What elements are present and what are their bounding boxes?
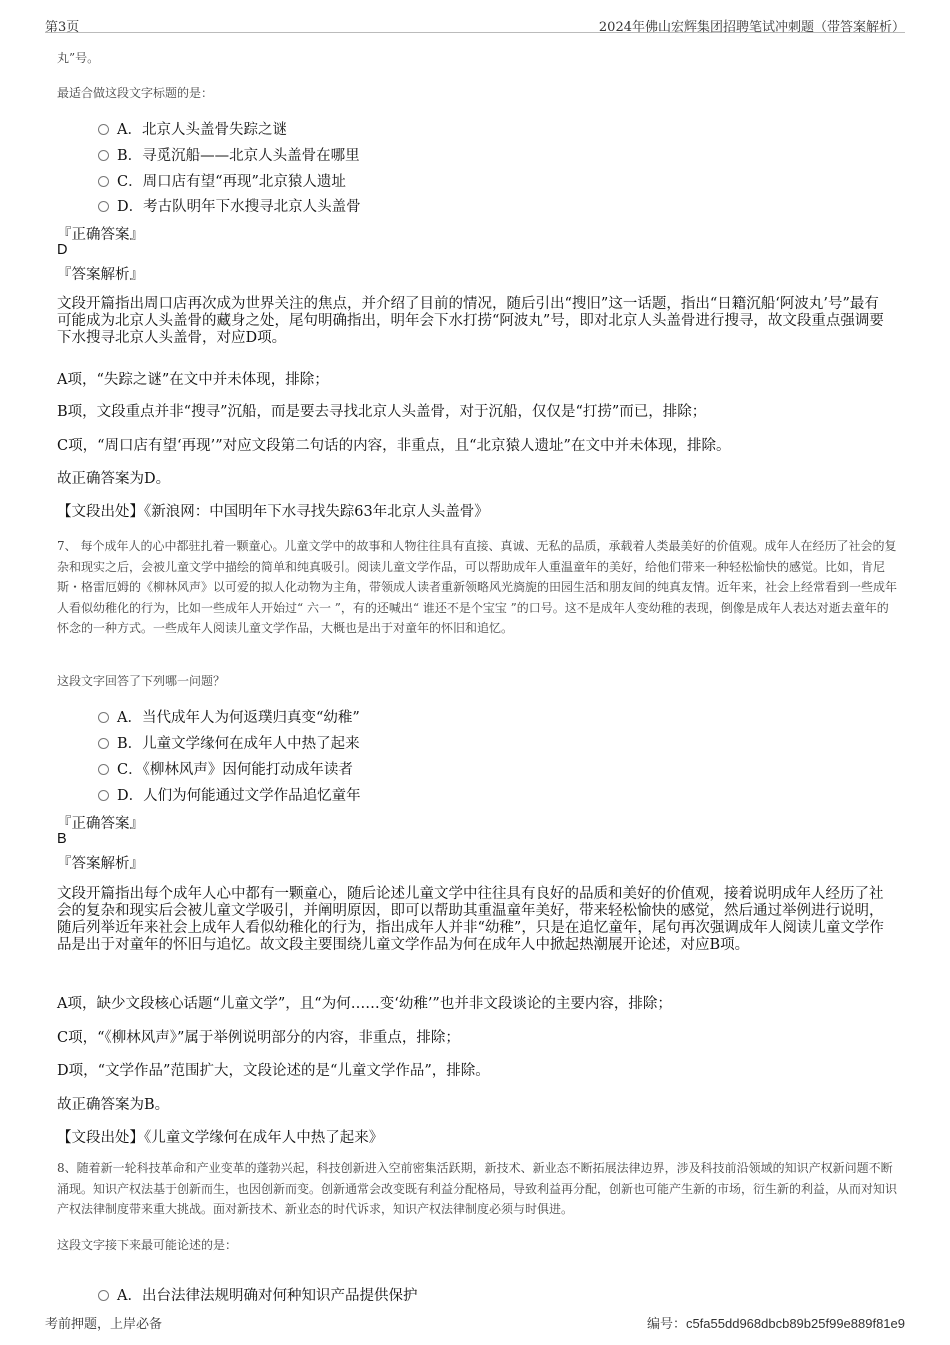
option-text: 北京人头盖骨失踪之谜 — [141, 122, 287, 138]
option-text: 周口店有望“再现”北京猿人遗址 — [142, 174, 346, 190]
q7-option-d[interactable] — [98, 784, 361, 804]
option-text: 考古队明年下水搜寻北京人头盖骨 — [143, 199, 361, 215]
option-label: C． — [117, 762, 143, 778]
option-text: 儿童文学缘何在成年人中热了起来 — [142, 736, 360, 752]
option-text: 寻觅沉船——北京人头盖骨在哪里 — [142, 148, 360, 164]
q6-analysis-title: 『答案解析』 — [57, 267, 144, 283]
option-text: 当代成年人为何返璞归真变“幼稚” — [141, 710, 360, 726]
option-label: B． — [117, 148, 143, 164]
q6-conclusion: 故正确答案为D。 — [57, 471, 171, 487]
q6-analysis-c: C项，“周口店有望‘再现’”对应文段第二句话的内容，非重点，且“北京猿人遗址”在文中并未体现，排除。 — [57, 438, 731, 454]
option-label: C． — [117, 174, 143, 190]
q7-option-c[interactable] — [98, 758, 353, 778]
q6-prompt: 最适合做这段文字标题的是： — [57, 86, 214, 100]
q7-analysis-c: C项，“《柳林风声》”属于举例说明部分的内容，非重点，排除； — [57, 1030, 460, 1046]
option-label: D． — [117, 788, 144, 804]
option-text: 人们为何能通过文学作品追忆童年 — [143, 788, 361, 804]
radio-icon[interactable] — [98, 150, 109, 161]
q7-prompt: 这段文字回答了下列哪一问题？ — [57, 674, 226, 688]
q7-analysis-title: 『答案解析』 — [57, 856, 144, 872]
q6-option-b[interactable] — [98, 144, 360, 164]
radio-icon[interactable] — [98, 176, 109, 187]
document-code — [647, 1313, 905, 1332]
q6-option-c[interactable] — [98, 170, 346, 190]
q6-answer-title: 『正确答案』 — [57, 227, 144, 243]
q7-stem: 7、 每个成年人的心中都驻扎着一颗童心。儿童文学中的故事和人物往往具有直接、真诚、无私的品质，承载着人类最美好的价值观。成年人在经历了社会的复杂和现实之后，会被儿童文学中描绘的简单和纯真吸引。阅读儿童文学作品，可以帮助成年人重温童年的美好，给他们带来一种轻松愉快的感觉。比如，肯尼斯・格雷厄姆的《柳林风声》以可爱的拟人化动物为主角，带领成人读者重新领略风光旖旎的田园生活和朋友间的纯真友情。近年来，社会上经常看到一些成年人看似幼稚化的行为，比如一些成年人开始过“ 六一 ”，有的还喊出“ 谁还不是个宝宝 ”的口号。这不是成年人变幼稚的表现，倒像是成年人表达对逝去童年的怀念的一种方式。一些成年人阅读儿童文学作品，大概也是出于对童年的怀旧和追忆。 — [57, 539, 898, 635]
radio-icon[interactable] — [98, 738, 109, 749]
radio-icon[interactable] — [98, 790, 109, 801]
option-label: A． — [117, 1288, 142, 1304]
radio-icon[interactable] — [98, 712, 109, 723]
code-label: 编号： — [646, 1317, 686, 1332]
code-value: c5fa55dd968dbcb89b25f99e889f81e9 — [685, 1316, 905, 1331]
radio-icon[interactable] — [98, 764, 109, 775]
q8-prompt: 这段文字接下来最可能论述的是： — [57, 1238, 238, 1252]
q7-option-a[interactable] — [98, 706, 360, 726]
document-title: 2024年佛山宏辉集团招聘笔试冲刺题（带答案解析） — [598, 20, 905, 35]
option-label: B． — [117, 736, 143, 752]
q7-answer: B — [57, 831, 67, 847]
q6-analysis-b: B项，文段重点并非“搜寻”沉船，而是要去寻找北京人头盖骨，对于沉船，仅仅是“打捞”而已，排除； — [57, 404, 707, 420]
option-text: 《柳林风声》因何能打动成年读者 — [142, 762, 353, 778]
q7-analysis-a: A项，缺少文段核心话题“儿童文学”，且“为何……变‘幼稚’”也并非文段谈论的主要内容，排除； — [57, 996, 672, 1012]
q6-option-a[interactable] — [98, 118, 287, 138]
q6-answer: D — [57, 242, 68, 258]
q6-option-d[interactable] — [98, 195, 361, 215]
q8-option-a[interactable] — [98, 1284, 417, 1304]
radio-icon[interactable] — [98, 124, 109, 135]
q7-conclusion: 故正确答案为B。 — [57, 1097, 170, 1113]
q8-stem: 8、随着新一轮科技革命和产业变革的蓬勃兴起，科技创新进入空前密集活跃期，新技术、新业态不断拓展法律边界，涉及科技前沿领域的知识产权新问题不断涌现。知识产权法基于创新而生，也因创新而变。创新通常会改变既有利益分配格局，导致利益再分配，创新也可能产生新的市场，衍生新的利益，从而对知识产权法律制度带来重大挑战。面对新技术、新业态的时代诉求，知识产权法律制度必须与时俱进。 — [57, 1161, 898, 1216]
q7-option-b[interactable] — [98, 732, 360, 752]
q6-analysis-a: A项，“失踪之谜”在文中并未体现，排除； — [57, 372, 329, 388]
q7-analysis-d: D项，“文学作品”范围扩大，文段论述的是“儿童文学作品”，排除。 — [57, 1063, 490, 1079]
q6-source: 【文段出处】《新浪网：中国明年下水寻找失踪63年北京人头盖骨》 — [57, 504, 489, 520]
radio-icon[interactable] — [98, 1290, 109, 1301]
option-label: A． — [117, 710, 142, 726]
q7-answer-title: 『正确答案』 — [57, 816, 144, 832]
option-label: D． — [117, 199, 144, 215]
footer-slogan: 考前押题，上岸必备 — [45, 1317, 163, 1332]
q7-analysis-paragraph: 文段开篇指出每个成年人心中都有一颗童心，随后论述儿童文学中往往具有良好的品质和美好的价值观，接着说明成年人经历了社会的复杂和现实后会被儿童文学吸引，并阐明原因，即可以帮助其重温童年美好，带来轻松愉快的感觉，然后通过举例进行说明，随后列举近年来社会上成年人看似幼稚化的行为，指出成年人并非“幼稚”，只是在追忆童年，尾句再次强调成年人阅读儿童文学作品是出于对童年的怀旧与追忆。故文段主要围绕儿童文学作品为何在成年人中掀起热潮展开论述，对应B项。 — [57, 886, 884, 953]
option-label: A． — [117, 122, 142, 138]
page-number: 第3页 — [45, 20, 80, 35]
page-header — [45, 14, 905, 33]
radio-icon[interactable] — [98, 201, 109, 212]
option-text: 出台法律法规明确对何种知识产品提供保护 — [141, 1288, 418, 1304]
q7-source: 【文段出处】《儿童文学缘何在成年人中热了起来》 — [57, 1130, 384, 1146]
q6-analysis-paragraph: 文段开篇指出周口店再次成为世界关注的焦点，并介绍了目前的情况，随后引出“搜旧”这一话题，指出“日籍沉船‘阿波丸’号”最有可能成为北京人头盖骨的藏身之处，尾句明确指出，明年会下水打捞“阿波丸”号，即对北京人头盖骨进行搜寻，故文段重点强调要下水搜寻北京人头盖骨，对应D项。 — [57, 296, 884, 346]
q6-stem-tail: 丸”号。 — [57, 51, 100, 65]
